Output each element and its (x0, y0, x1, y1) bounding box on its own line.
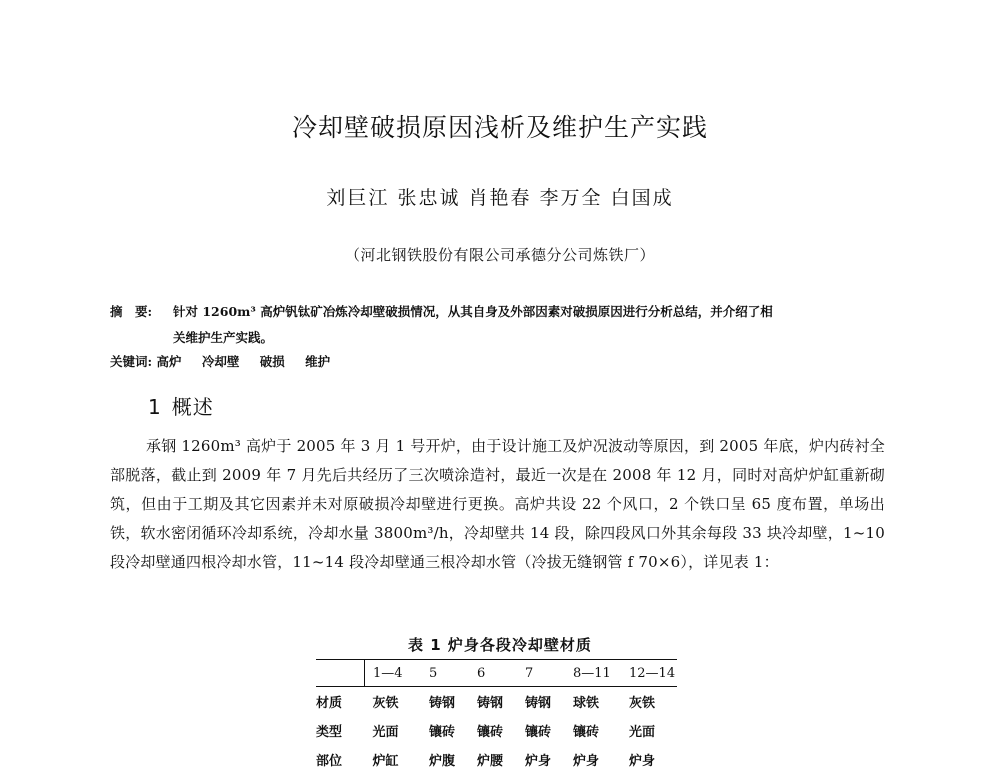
table-cell: 铸钢 (477, 696, 504, 711)
table-cell: 镶砖 (525, 725, 552, 740)
table-header-cell: 6 (477, 660, 525, 687)
table-header-cell: 8—11 (573, 660, 629, 687)
author-list: 刘巨江 张忠诚 肖艳春 李万全 白国成 (326, 187, 674, 209)
table-cell: 炉缸 (372, 754, 399, 769)
table-row-label: 材质 (316, 696, 343, 711)
table-cell: 铸钢 (525, 696, 552, 711)
table-cell: 球铁 (573, 696, 600, 711)
table-row-label: 部位 (316, 754, 343, 769)
table-header-cell (316, 660, 365, 687)
keyword-item: 破损 (259, 354, 285, 369)
body-paragraph: 承钢 1260m³ 高炉于 2005 年 3 月 1 号开炉，由于设计施工及炉况波动等原因，到 2005 年底，炉内砖衬全部脱落，截止到 2009 年 7 月先后共经历了三次喷涂造衬，最近一次是在 2008 年 12 月，同时对高炉炉缸重新砌筑，但由于工期及其它因素并未对原破损冷却壁进行更换。高炉共设 22 个风口，2 个铁口呈 65 度布置，单场出铁，软水密闭循环冷却系统，冷却水量 3800m³/h，冷却壁共 14 段，除四段风口外其余每段 33 块冷却壁，1~10 段冷却壁通四根冷却水管，11~14 段冷却壁通三根冷却水管（冷拔无缝钢管 f 70×6），详见表 1： (110, 437, 885, 571)
table-cell: 炉身 (525, 754, 552, 769)
table-header-cell: 7 (525, 660, 573, 687)
keywords-label: 关键词: (110, 354, 153, 369)
abstract-line-2: 关维护生产实践。 (173, 330, 274, 345)
table-cell: 炉身 (629, 754, 656, 769)
table-header-row (316, 660, 677, 687)
section-number: 1 (148, 395, 162, 419)
table-cell: 光面 (372, 725, 399, 740)
table-cell: 镶砖 (429, 725, 456, 740)
keyword-item: 高炉 (156, 354, 182, 369)
table-row-label: 类型 (316, 725, 343, 740)
abstract (110, 299, 885, 351)
keywords (110, 351, 346, 373)
table-cell: 灰铁 (372, 696, 399, 711)
table-cell: 光面 (629, 725, 656, 740)
table-header-cell: 12—14 (629, 660, 677, 687)
material-table (316, 659, 677, 774)
table-header-cell: 5 (429, 660, 477, 687)
abstract-label: 摘 要: (110, 304, 153, 319)
table-cell: 炉腹 (429, 754, 456, 769)
table-header-cell: 1—4 (365, 660, 430, 687)
table-cell: 炉腰 (477, 754, 504, 769)
table-row (316, 687, 677, 717)
table-caption: 表 1 炉身各段冷却壁材质 (408, 636, 592, 654)
table-cell: 镶砖 (477, 725, 504, 740)
paper-title: 冷却壁破损原因浅析及维护生产实践 (291, 113, 708, 142)
keyword-item: 冷却壁 (201, 354, 240, 369)
affiliation: （河北钢铁股份有限公司承德分公司炼铁厂） (344, 246, 655, 264)
abstract-line-1: 针对 1260m³ 高炉钒钛矿冶炼冷却壁破损情况，从其自身及外部因素对破损原因进行分析总结，并介绍了相 (173, 304, 773, 319)
table-cell: 炉身 (573, 754, 600, 769)
table-cell: 灰铁 (629, 696, 656, 711)
section-title: 概述 (171, 395, 214, 419)
table-cell: 镶砖 (573, 725, 600, 740)
abstract-body (110, 299, 885, 351)
table-cell: 铸钢 (429, 696, 456, 711)
section-heading (148, 391, 214, 420)
table-row (316, 716, 677, 745)
keyword-item: 维护 (305, 354, 331, 369)
